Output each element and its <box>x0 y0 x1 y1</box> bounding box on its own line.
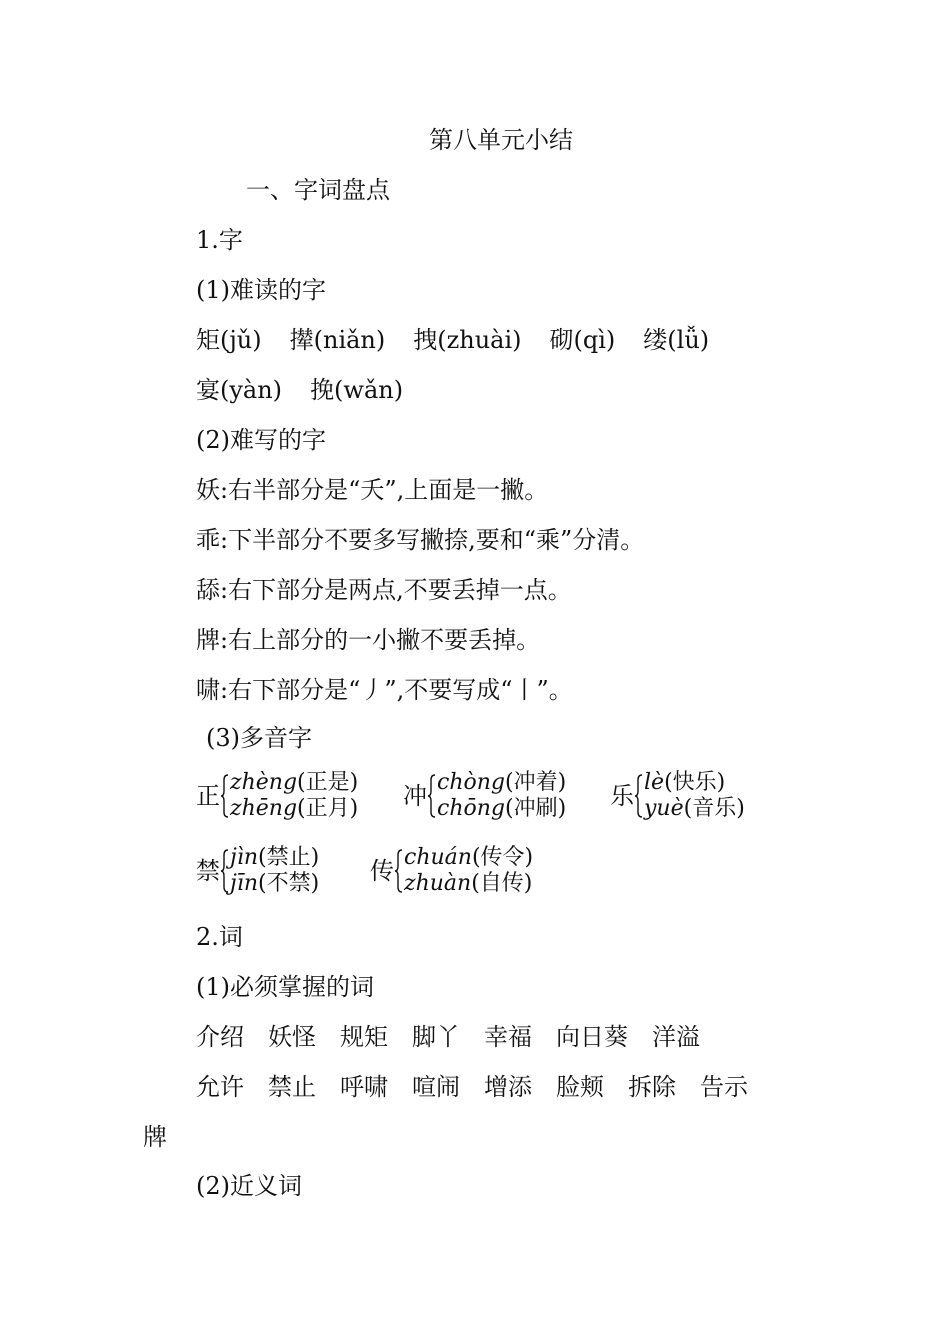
brace-icon <box>427 774 436 818</box>
example-word: (禁止) <box>258 845 320 870</box>
reading-line <box>644 770 725 796</box>
word-item: 呼啸 <box>340 1073 388 1101</box>
pinyin: yuè <box>644 796 684 821</box>
example-word: (不禁) <box>258 871 320 896</box>
brace-icon <box>220 849 229 893</box>
hard-write-item: 乖:下半部分不要多写撇捺,要和“乘”分清。 <box>196 526 645 554</box>
word-item: 拆除 <box>628 1073 676 1101</box>
hard-read-heading: (1)难读的字 <box>196 276 326 304</box>
polyphone-char: 乐 <box>610 782 634 810</box>
word-item: 向日葵 <box>556 1023 628 1051</box>
must-words-row-2 <box>196 1071 772 1103</box>
example-word: (自传) <box>471 871 533 896</box>
reading-line <box>404 845 533 871</box>
word-item: 增添 <box>484 1073 532 1101</box>
word-item: 介绍 <box>196 1023 244 1051</box>
reading-line <box>644 796 745 822</box>
pinyin: jìn <box>230 845 259 870</box>
hard-read-item: 缕(lǚ) <box>643 326 710 354</box>
hard-read-item: 矩(jǔ) <box>196 326 262 354</box>
example-word: (正月) <box>297 796 359 821</box>
pinyin: chuán <box>404 845 472 870</box>
hard-write-heading: (2)难写的字 <box>196 426 326 454</box>
polyphone-heading: (3)多音字 <box>206 724 312 752</box>
hard-read-item: 挽(wǎn) <box>310 376 404 404</box>
brace-icon <box>634 774 643 818</box>
word-item: 脸颊 <box>556 1073 604 1101</box>
word-item: 禁止 <box>268 1073 316 1101</box>
word-item: 喧闹 <box>412 1073 460 1101</box>
hard-write-item: 牌:右上部分的一小撇不要丢掉。 <box>196 626 541 654</box>
must-words-wrap: 牌 <box>143 1123 167 1151</box>
polyphone-char: 冲 <box>403 782 427 810</box>
polyphone-char: 正 <box>196 782 220 810</box>
reading-line <box>230 845 319 871</box>
example-word: (冲着) <box>505 770 567 795</box>
reading-line <box>437 796 566 822</box>
must-words-row-1 <box>196 1021 724 1053</box>
pinyin: zhèng <box>230 770 298 795</box>
polyphone-char: 传 <box>370 857 394 885</box>
hard-read-row-2 <box>196 374 403 406</box>
synonyms-heading: (2)近义词 <box>196 1172 302 1200</box>
word-item: 规矩 <box>340 1023 388 1051</box>
reading-line <box>230 770 358 796</box>
pinyin: jīn <box>230 871 259 896</box>
hard-write-item: 妖:右半部分是“夭”,上面是一撇。 <box>196 476 549 504</box>
example-word: (正是) <box>297 770 359 795</box>
example-word: (传令) <box>471 845 534 870</box>
hard-read-row-1 <box>196 324 709 356</box>
hard-read-item: 宴(yàn) <box>196 376 283 404</box>
pinyin: zhēng <box>230 796 298 821</box>
word-item: 幸福 <box>484 1023 532 1051</box>
brace-icon <box>220 774 229 818</box>
reading-line <box>230 796 358 822</box>
reading-line <box>437 770 566 796</box>
hard-read-item: 撵(niǎn) <box>289 326 386 354</box>
hard-read-item: 拽(zhuài) <box>413 326 522 354</box>
word-item: 洋溢 <box>652 1023 700 1051</box>
section-heading: 一、字词盘点 <box>246 176 390 204</box>
word-item: 妖怪 <box>268 1023 316 1051</box>
example-word: (快乐) <box>664 770 726 795</box>
hard-write-item: 舔:右下部分是两点,不要丢掉一点。 <box>196 576 572 604</box>
page-title: 第八单元小结 <box>429 126 573 154</box>
word-item: 告示 <box>700 1073 748 1101</box>
pinyin: lè <box>644 770 665 795</box>
pinyin: chòng <box>437 770 505 795</box>
hard-read-item: 砌(qì) <box>549 326 616 354</box>
pinyin: chōng <box>437 796 505 821</box>
reading-line <box>404 871 532 897</box>
subsection-words: 2.词 <box>196 923 243 951</box>
hard-write-item: 啸:右下部分是“丿”,不要写成“丨”。 <box>196 676 573 704</box>
example-word: (音乐) <box>683 796 745 821</box>
pinyin: zhuàn <box>404 871 472 896</box>
word-item: 脚丫 <box>412 1023 460 1051</box>
must-words-heading: (1)必须掌握的词 <box>196 973 374 1001</box>
brace-icon <box>394 849 403 893</box>
example-word: (冲刷) <box>505 796 567 821</box>
reading-line <box>230 871 319 897</box>
word-item: 允许 <box>196 1073 244 1101</box>
subsection-characters: 1.字 <box>196 226 243 254</box>
polyphone-char: 禁 <box>196 857 220 885</box>
